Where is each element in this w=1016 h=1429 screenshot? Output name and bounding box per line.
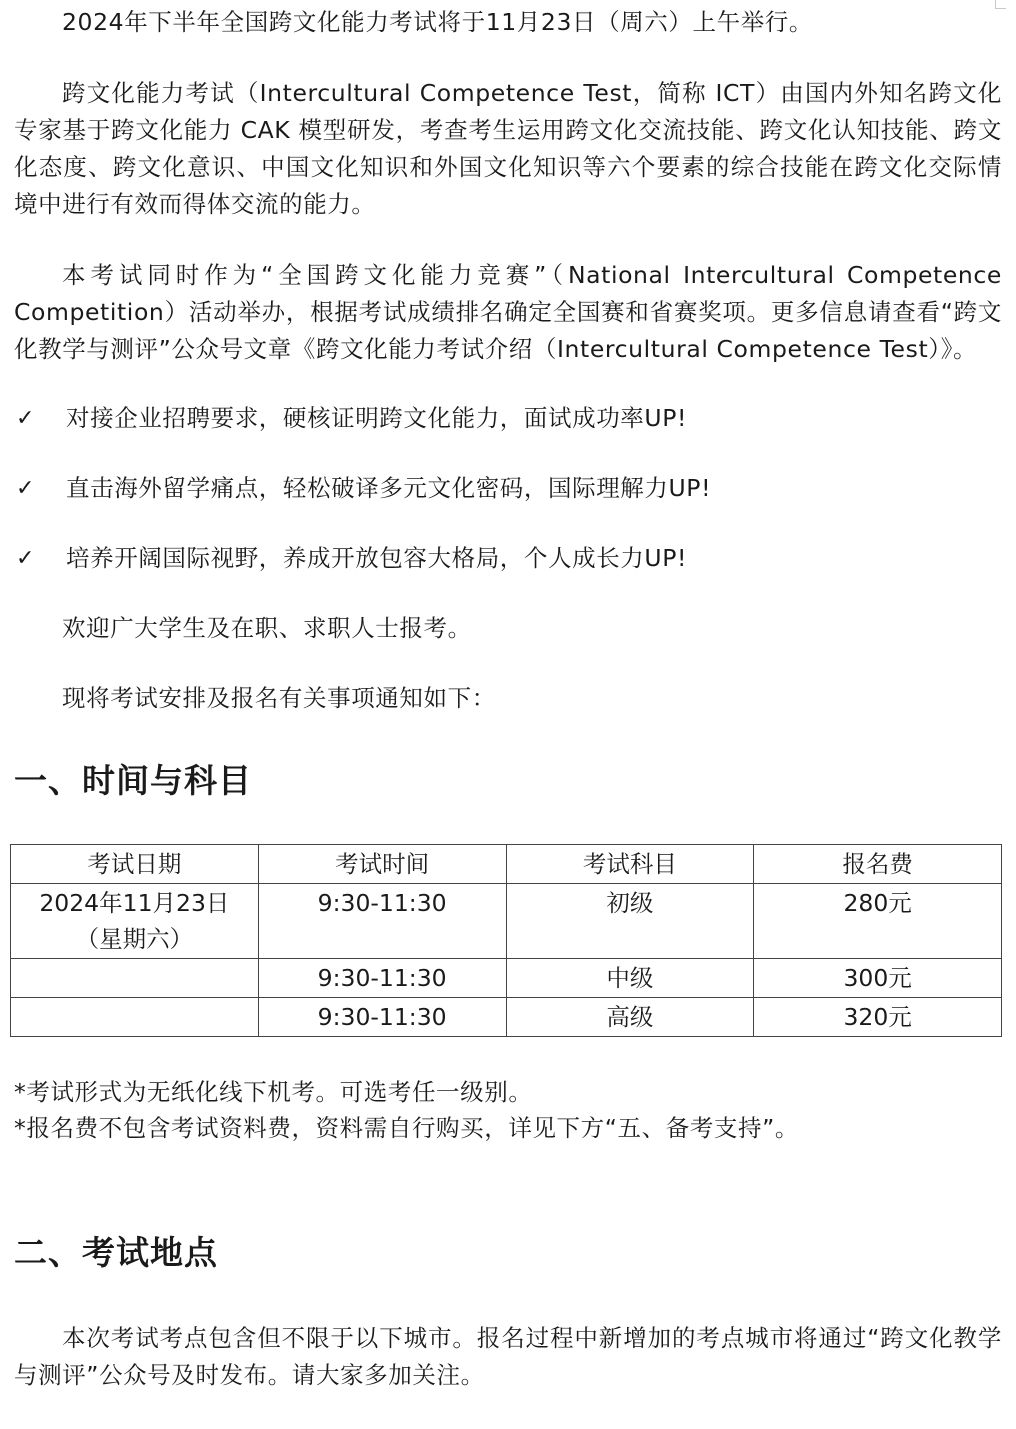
header-registration-fee: 报名费 <box>754 845 1002 884</box>
check-icon: ✓ <box>16 406 36 431</box>
header-exam-subject: 考试科目 <box>506 845 754 884</box>
checklist-item <box>14 540 1002 577</box>
ict-description-paragraph: 跨文化能力考试（Intercultural Competence Test，简称 ICT）由国内外知名跨文化专家基于跨文化能力 CAK 模型研发，考查考生运用跨文化交流技能、跨文化认知技能、跨文化态度、跨文化意识、中国文化知识和外国文化知识等六个要素的综合技能在跨文化交际情境中进行有效而得体交流的能力。 <box>14 79 1002 218</box>
section-heading-exam-locations: 二、考试地点 <box>14 1233 218 1272</box>
checklist-item-text: 对接企业招聘要求，硬核证明跨文化能力，面试成功率UP! <box>66 404 687 432</box>
cell-exam-date: 2024年11月23日（星期六） <box>11 884 259 959</box>
cell-exam-subject: 初级 <box>506 884 754 959</box>
checklist-item-text: 直击海外留学痛点，轻松破译多元文化密码，国际理解力UP! <box>66 474 712 502</box>
section-heading-time-subjects: 一、时间与科目 <box>14 761 252 800</box>
table-row <box>11 884 1002 959</box>
table-row <box>11 959 1002 998</box>
cell-exam-time: 9:30-11:30 <box>258 959 506 998</box>
competition-paragraph: 本考试同时作为“全国跨文化能力竞赛”（National Intercultural Competence Competition）活动举办，根据考试成绩排名确定全国赛和省赛奖项。更多信息请查看“跨文化教学与测评”公众号文章《跨文化能力考试介绍（Intercultural Competence Test）》。 <box>14 261 1002 363</box>
exam-date-paragraph: 2024年下半年全国跨文化能力考试将于11月23日（周六）上午举行。 <box>62 8 814 36</box>
note-fee-exclusion: *报名费不包含考试资料费，资料需自行购买，详见下方“五、备考支持”。 <box>14 1114 799 1142</box>
cell-registration-fee: 320元 <box>754 998 1002 1037</box>
checklist-item <box>14 470 1002 507</box>
document-page <box>14 0 1002 1394</box>
note-exam-format: *考试形式为无纸化线下机考。可选考任一级别。 <box>14 1078 533 1106</box>
cell-exam-time: 9:30-11:30 <box>258 884 506 959</box>
table-notes <box>14 1074 1002 1146</box>
notice-paragraph: 现将考试安排及报名有关事项通知如下： <box>62 684 496 712</box>
cell-registration-fee: 300元 <box>754 959 1002 998</box>
table-row <box>11 998 1002 1037</box>
check-icon: ✓ <box>16 546 36 571</box>
header-exam-date: 考试日期 <box>11 845 259 884</box>
welcome-paragraph: 欢迎广大学生及在职、求职人士报考。 <box>62 614 472 642</box>
cell-exam-subject: 高级 <box>506 998 754 1037</box>
check-icon: ✓ <box>16 476 36 501</box>
cell-exam-time: 9:30-11:30 <box>258 998 506 1037</box>
header-exam-time: 考试时间 <box>258 845 506 884</box>
cell-exam-date <box>11 959 259 998</box>
cell-exam-subject: 中级 <box>506 959 754 998</box>
locations-paragraph: 本次考试考点包含但不限于以下城市。报名过程中新增加的考点城市将通过“跨文化教学与测评”公众号及时发布。请大家多加关注。 <box>14 1324 1002 1389</box>
benefits-checklist <box>14 400 1002 577</box>
table-header-row <box>11 845 1002 884</box>
cell-exam-date <box>11 998 259 1037</box>
checklist-item-text: 培养开阔国际视野，养成开放包容大格局，个人成长力UP! <box>66 544 687 572</box>
cell-registration-fee: 280元 <box>754 884 1002 959</box>
checklist-item <box>14 400 1002 437</box>
exam-schedule-table <box>10 844 1002 1037</box>
